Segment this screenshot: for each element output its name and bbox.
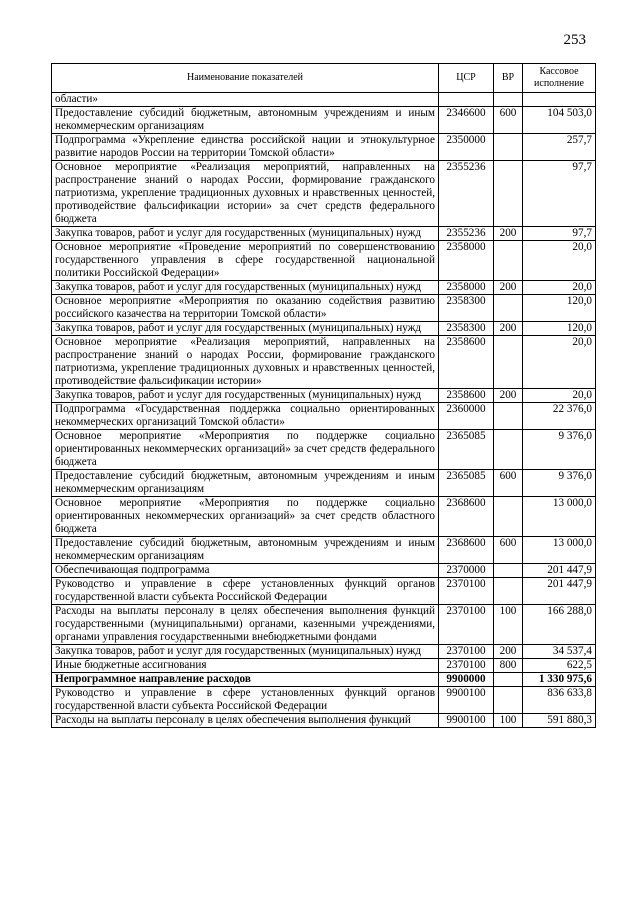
row-vr — [494, 403, 523, 430]
table-row — [52, 241, 596, 281]
row-name: Основное мероприятие «Мероприятия по оказанию содействия развитию российского казачества на территории Томской области» — [52, 295, 439, 322]
header-amount: Кассовое исполнение — [523, 64, 596, 93]
row-amount: 13 000,0 — [523, 537, 596, 564]
table-row — [52, 687, 596, 714]
table-row — [52, 497, 596, 537]
row-vr: 100 — [494, 714, 523, 728]
row-amount: 97,7 — [523, 227, 596, 241]
row-amount: 22 376,0 — [523, 403, 596, 430]
row-code: 2358300 — [439, 322, 494, 336]
row-name: области» — [52, 93, 439, 107]
row-vr — [494, 578, 523, 605]
row-name: Предоставление субсидий бюджетным, автономным учреждениям и иным некоммерческим организациям — [52, 537, 439, 564]
row-code: 2368600 — [439, 497, 494, 537]
row-name: Закупка товаров, работ и услуг для государственных (муниципальных) нужд — [52, 322, 439, 336]
row-name: Обеспечивающая подпрограмма — [52, 564, 439, 578]
row-vr — [494, 497, 523, 537]
row-name: Закупка товаров, работ и услуг для государственных (муниципальных) нужд — [52, 389, 439, 403]
row-amount: 20,0 — [523, 389, 596, 403]
row-vr: 200 — [494, 389, 523, 403]
table-row — [52, 295, 596, 322]
budget-execution-table — [51, 63, 596, 728]
row-amount: 20,0 — [523, 336, 596, 389]
row-amount: 9 376,0 — [523, 430, 596, 470]
row-code: 9900100 — [439, 714, 494, 728]
row-vr: 100 — [494, 605, 523, 645]
row-name: Предоставление субсидий бюджетным, автономным учреждениям и иным некоммерческим организациям — [52, 470, 439, 497]
row-name: Подпрограмма «Государственная поддержка социально ориентированных некоммерческих организаций Томской области» — [52, 403, 439, 430]
row-amount: 13 000,0 — [523, 497, 596, 537]
row-vr — [494, 295, 523, 322]
table-row — [52, 161, 596, 227]
table-row — [52, 134, 596, 161]
row-amount: 97,7 — [523, 161, 596, 227]
row-code: 2355236 — [439, 161, 494, 227]
row-amount: 201 447,9 — [523, 564, 596, 578]
row-code: 2355236 — [439, 227, 494, 241]
table-row — [52, 281, 596, 295]
table-row — [52, 403, 596, 430]
row-code: 2370100 — [439, 605, 494, 645]
row-vr — [494, 430, 523, 470]
table-row — [52, 93, 596, 107]
row-vr — [494, 134, 523, 161]
row-code — [439, 93, 494, 107]
row-vr — [494, 93, 523, 107]
table-row — [52, 645, 596, 659]
table-row — [52, 578, 596, 605]
row-code: 2370000 — [439, 564, 494, 578]
row-vr: 800 — [494, 659, 523, 673]
header-name: Наименование показателей — [52, 64, 439, 93]
row-name: Руководство и управление в сфере установленных функций органов государственной власти субъекта Российской Федерации — [52, 687, 439, 714]
row-amount: 166 288,0 — [523, 605, 596, 645]
row-amount: 34 537,4 — [523, 645, 596, 659]
row-amount — [523, 93, 596, 107]
table-row — [52, 107, 596, 134]
row-name: Непрограммное направление расходов — [52, 673, 439, 687]
row-name: Руководство и управление в сфере установленных функций органов государственной власти субъекта Российской Федерации — [52, 578, 439, 605]
row-code: 2370100 — [439, 645, 494, 659]
row-vr: 200 — [494, 281, 523, 295]
row-amount: 1 330 975,6 — [523, 673, 596, 687]
header-vr: ВР — [494, 64, 523, 93]
table-row — [52, 673, 596, 687]
row-vr: 600 — [494, 537, 523, 564]
row-code: 2346600 — [439, 107, 494, 134]
row-vr: 200 — [494, 227, 523, 241]
table-row — [52, 430, 596, 470]
row-amount: 104 503,0 — [523, 107, 596, 134]
row-name: Закупка товаров, работ и услуг для государственных (муниципальных) нужд — [52, 281, 439, 295]
row-name: Иные бюджетные ассигнования — [52, 659, 439, 673]
row-vr: 200 — [494, 322, 523, 336]
row-amount: 257,7 — [523, 134, 596, 161]
row-vr — [494, 241, 523, 281]
row-code: 9900100 — [439, 687, 494, 714]
row-name: Основное мероприятие «Мероприятия по поддержке социально ориентированных некоммерческих организаций» за счет средств областного бюджета — [52, 497, 439, 537]
table-row — [52, 605, 596, 645]
row-name: Расходы на выплаты персоналу в целях обеспечения выполнения функций государственными (муниципальными) органами, казенными учреждениями, органами управления государственными внебюджетными фондами — [52, 605, 439, 645]
row-code: 2368600 — [439, 537, 494, 564]
row-amount: 9 376,0 — [523, 470, 596, 497]
row-code: 2365085 — [439, 430, 494, 470]
table-row — [52, 537, 596, 564]
row-amount: 622,5 — [523, 659, 596, 673]
row-vr — [494, 673, 523, 687]
row-name: Основное мероприятие «Реализация мероприятий, направленных на распространение знаний о народах России, формирование гражданского патриотизма, укрепление традиционных духовных и нравственных ценностей, противодействие фальсификации истории» — [52, 336, 439, 389]
row-name: Закупка товаров, работ и услуг для государственных (муниципальных) нужд — [52, 227, 439, 241]
row-name: Расходы на выплаты персоналу в целях обеспечения выполнения функций — [52, 714, 439, 728]
row-code: 2358600 — [439, 336, 494, 389]
row-code: 2350000 — [439, 134, 494, 161]
row-vr — [494, 161, 523, 227]
table-header-row — [52, 64, 596, 93]
row-vr — [494, 336, 523, 389]
row-amount: 20,0 — [523, 241, 596, 281]
row-amount: 591 880,3 — [523, 714, 596, 728]
table-row — [52, 336, 596, 389]
row-code: 2358000 — [439, 241, 494, 281]
row-code: 9900000 — [439, 673, 494, 687]
row-amount: 120,0 — [523, 295, 596, 322]
row-code: 2358300 — [439, 295, 494, 322]
row-name: Предоставление субсидий бюджетным, автономным учреждениям и иным некоммерческим организациям — [52, 107, 439, 134]
row-name: Подпрограмма «Укрепление единства российской нации и этнокультурное развитие народов России на территории Томской области» — [52, 134, 439, 161]
row-name: Основное мероприятие «Мероприятия по поддержке социально ориентированных некоммерческих организаций» за счет средств федерального бюджета — [52, 430, 439, 470]
row-code: 2358600 — [439, 389, 494, 403]
page-number: 253 — [563, 32, 586, 48]
header-code: ЦСР — [439, 64, 494, 93]
row-amount: 120,0 — [523, 322, 596, 336]
row-name: Закупка товаров, работ и услуг для государственных (муниципальных) нужд — [52, 645, 439, 659]
table-row — [52, 714, 596, 728]
row-code: 2370100 — [439, 659, 494, 673]
row-amount: 20,0 — [523, 281, 596, 295]
table-row — [52, 659, 596, 673]
row-name: Основное мероприятие «Проведение мероприятий по совершенствованию государственного управления в сфере государственной национальной политики Российской Федерации» — [52, 241, 439, 281]
table-body — [52, 93, 596, 728]
row-vr: 600 — [494, 107, 523, 134]
row-vr: 600 — [494, 470, 523, 497]
row-amount: 836 633,8 — [523, 687, 596, 714]
table-row — [52, 322, 596, 336]
row-code: 2358000 — [439, 281, 494, 295]
row-vr — [494, 564, 523, 578]
row-amount: 201 447,9 — [523, 578, 596, 605]
row-vr — [494, 687, 523, 714]
table-row — [52, 564, 596, 578]
row-vr: 200 — [494, 645, 523, 659]
row-code: 2360000 — [439, 403, 494, 430]
row-name: Основное мероприятие «Реализация мероприятий, направленных на распространение знаний о народах России, формирование гражданского патриотизма, укрепление традиционных духовных и нравственных ценностей, противодействие фальсификации истории» за счет средств федерального бюджета — [52, 161, 439, 227]
row-code: 2370100 — [439, 578, 494, 605]
table-row — [52, 389, 596, 403]
table-row — [52, 470, 596, 497]
row-code: 2365085 — [439, 470, 494, 497]
table-row — [52, 227, 596, 241]
